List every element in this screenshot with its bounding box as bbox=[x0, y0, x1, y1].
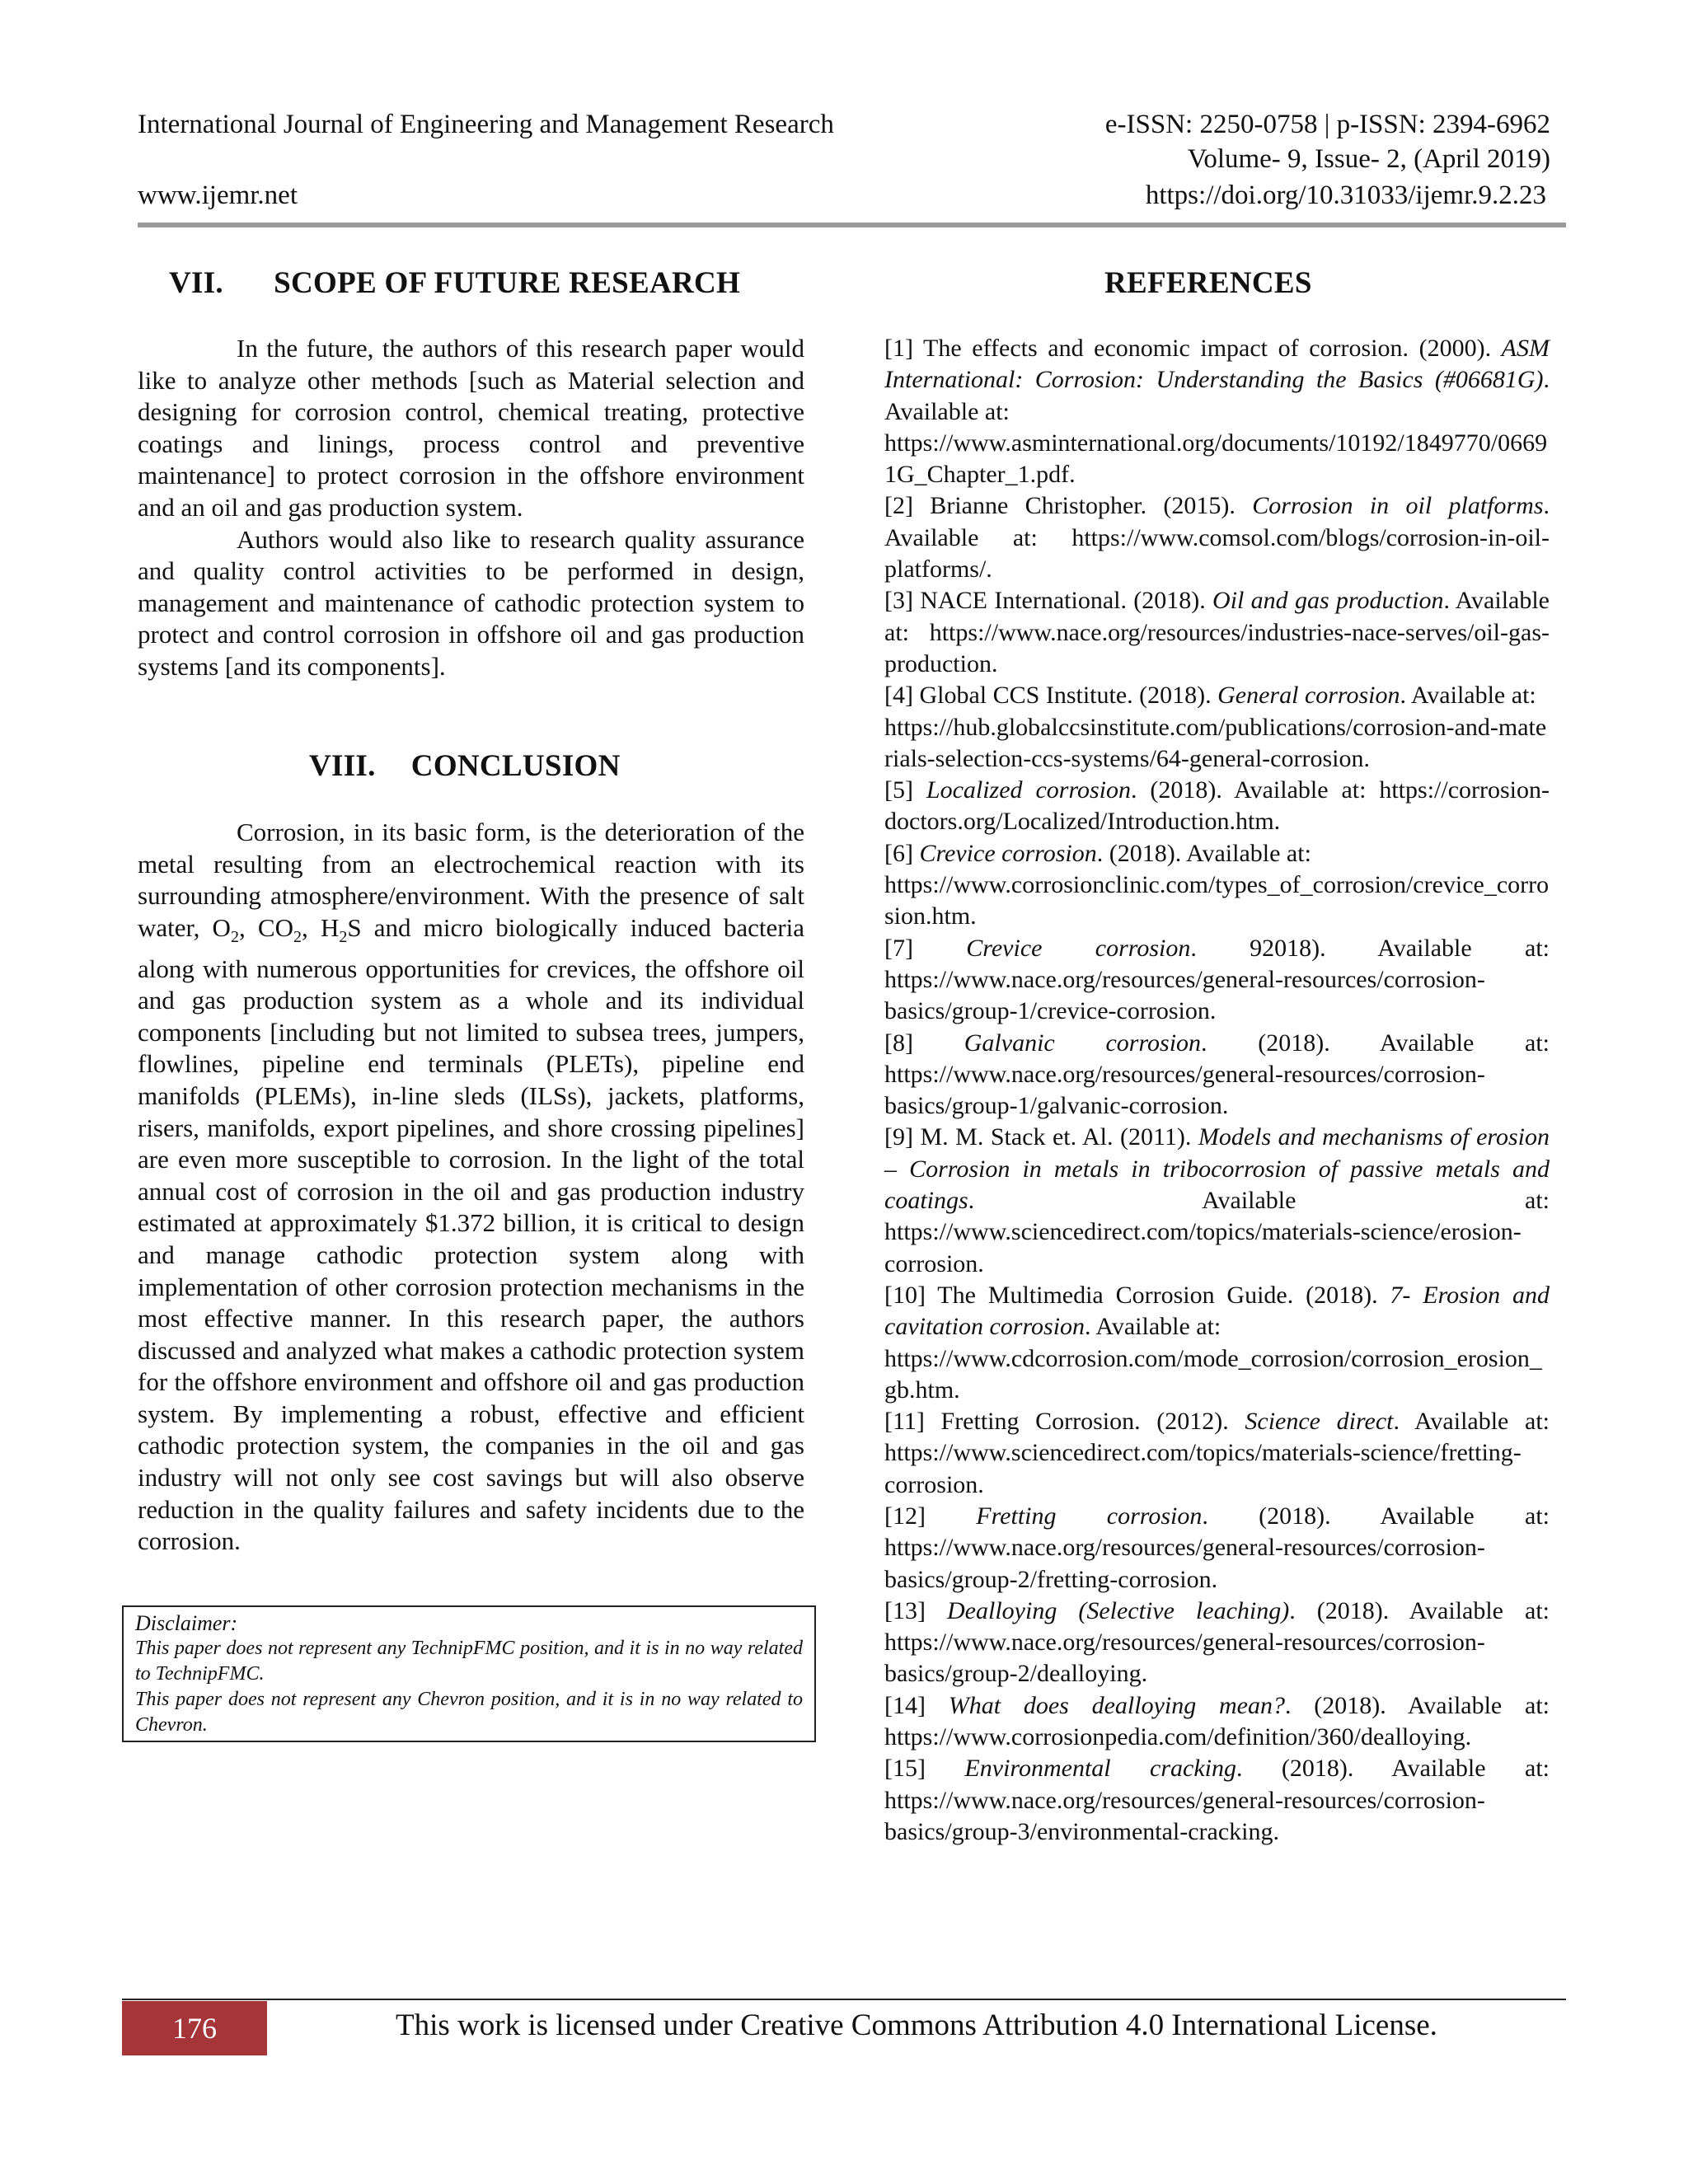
reference-item: [4] Global CCS Institute. (2018). General corrosion. Available at: bbox=[884, 682, 1536, 710]
reference-item: [13] Dealloying (Selective leaching). (2018). Available at: https://www.nace.org/resources/general-resources/corrosion-basics/group-2/dealloying. bbox=[884, 1596, 1550, 1688]
reference-item: [2] Brianne Christopher. (2015). Corrosion in oil platforms. Available at: https://www.comsol.com/blogs/corrosion-in-oil-platforms/. bbox=[884, 492, 1550, 583]
journal-title: International Journal of Engineering and Management Research bbox=[138, 110, 834, 139]
reference-item: [1] The effects and economic impact of corrosion. (2000). ASM International: Corrosion: Understanding the Basics (#06681G). Available at: bbox=[884, 335, 1550, 425]
section-7-body bbox=[138, 333, 804, 683]
disclaimer-title: Disclaimer: bbox=[135, 1611, 238, 1635]
section-7-number: VII. bbox=[169, 266, 223, 300]
reference-item: [7] Crevice corrosion. 92018). Available at: https://www.nace.org/resources/general-resources/corrosion-basics/group-1/crevice-corrosion. bbox=[884, 934, 1550, 1025]
header-rule bbox=[138, 223, 1566, 227]
disclaimer-line-2: This paper does not represent any Chevron position, and it is in no way related to Chevron. bbox=[135, 1689, 803, 1736]
section-8-body bbox=[138, 817, 804, 1558]
doi-link[interactable]: https://doi.org/10.31033/ijemr.9.2.23 bbox=[1145, 180, 1546, 210]
reference-item: [8] Galvanic corrosion. (2018). Available at: https://www.nace.org/resources/general-resources/corrosion-basics/group-1/galvanic-corrosion. bbox=[884, 1029, 1550, 1120]
reference-url[interactable]: https://hub.globalccsinstitute.com/publications/corrosion-and-materials-selection-ccs-systems/64-general-corrosion. bbox=[884, 713, 1547, 772]
reference-item: [11] Fretting Corrosion. (2012). Science direct. Available at: https://www.sciencedirect.com/topics/materials-science/fretting-corrosion. bbox=[884, 1408, 1550, 1498]
section-8-number: VIII. bbox=[309, 749, 376, 783]
reference-item: [6] Crevice corrosion. (2018). Available at: bbox=[884, 839, 1311, 867]
section-8-paragraph: Corrosion, in its basic form, is the deterioration of the metal resulting from an electrochemical reaction with its surrounding atmosphere/environment. With the presence of salt water, $O_2$, $CO_2$, $H_2S$ and micro biologically induced bacteria along with numerous opportunities for crevices, the offshore oil and gas production system as a whole and its individual components [including but not limited to subsea trees, jumpers, flowlines, pipeline end terminals (PLETs), pipeline end manifolds (PLEMs), in-line sleds (ILSs), jackets, platforms, risers, manifolds, export pipelines, and shore crossing pipelines] are even more susceptible to corrosion. In the light of the total annual cost of corrosion in the oil and gas production industry estimated at approximately $1.372 billion, it is critical to design and manage cathodic protection system along with implementation of other corrosion protection mechanisms in the most effective manner. In this research paper, the authors discussed and analyzed what makes a cathodic protection system for the offshore environment and offshore oil and gas production system. By implementing a robust, effective and efficient cathodic protection system, the companies in the oil and gas industry will not only see cost savings but will also observe reduction in the quality failures and safety incidents due to the corrosion. bbox=[138, 818, 804, 1556]
section-8-title: CONCLUSION bbox=[410, 749, 621, 783]
reference-item: [15] Environmental cracking. (2018). Available at: https://www.nace.org/resources/general-resources/corrosion-basics/group-3/environmental-cracking. bbox=[884, 1755, 1550, 1845]
section-8-heading bbox=[309, 748, 621, 784]
reference-item: [10] The Multimedia Corrosion Guide. (2018). 7- Erosion and cavitation corrosion. Available at: bbox=[884, 1281, 1550, 1341]
section-7-heading bbox=[169, 265, 740, 301]
references-heading: REFERENCES bbox=[1104, 266, 1312, 300]
volume-line: Volume- 9, Issue- 2, (April 2019) bbox=[1187, 144, 1550, 174]
disclaimer-box bbox=[122, 1605, 816, 1742]
footer-rule bbox=[122, 1999, 1566, 2000]
reference-item: [9] M. M. Stack et. Al. (2011). Models and mechanisms of erosion – Corrosion in metals in tribocorrosion of passive metals and coatings. Available at: https://www.sciencedirect.com/topics/materials-science/erosion-corrosion. bbox=[884, 1123, 1550, 1277]
issn-line: e-ISSN: 2250-0758 | p-ISSN: 2394-6962 bbox=[1104, 110, 1550, 139]
website-link[interactable]: www.ijemr.net bbox=[138, 180, 298, 210]
license-text: This work is licensed under Creative Commons Attribution 4.0 International License. bbox=[396, 2008, 1437, 2042]
reference-url[interactable]: https://www.cdcorrosion.com/mode_corrosion/corrosion_erosion_gb.htm. bbox=[884, 1344, 1542, 1404]
disclaimer-line-1: This paper does not represent any TechnipFMC position, and it is in no way related to TechnipFMC. bbox=[135, 1638, 803, 1685]
reference-item: [3] NACE International. (2018). Oil and gas production. Available at: https://www.nace.org/resources/industries-nace-serves/oil-gas-production. bbox=[884, 587, 1550, 677]
reference-item: [14] What does dealloying mean?. (2018). Available at: https://www.corrosionpedia.com/definition/360/dealloying. bbox=[884, 1691, 1550, 1751]
reference-item: [5] Localized corrosion. (2018). Available at: https://corrosion-doctors.org/Localized/Introduction.htm. bbox=[884, 776, 1550, 836]
section-7-paragraph-2: Authors would also like to research quality assurance and quality control activities to be performed in design, management and maintenance of cathodic protection system to protect and control corrosion in offshore oil and gas production systems [and its components]. bbox=[138, 524, 804, 681]
page-number: 176 bbox=[122, 2001, 267, 2055]
reference-url[interactable]: https://www.corrosionclinic.com/types_of_corrosion/crevice_corrosion.htm. bbox=[884, 871, 1550, 930]
section-7-title: SCOPE OF FUTURE RESEARCH bbox=[274, 266, 741, 300]
reference-item: [12] Fretting corrosion. (2018). Available at: https://www.nace.org/resources/general-resources/corrosion-basics/group-2/fretting-corrosion. bbox=[884, 1502, 1550, 1593]
reference-list bbox=[884, 333, 1550, 1848]
reference-url[interactable]: https://www.asminternational.org/documents/10192/1849770/06691G_Chapter_1.pdf. bbox=[884, 429, 1548, 489]
section-7-paragraph-1: In the future, the authors of this research paper would like to analyze other methods [such as Material selection and designing for corrosion control, chemical treating, protective coatings and linings, process control and preventive maintenance] to protect corrosion in the offshore environment and an oil and gas production system. bbox=[138, 334, 804, 522]
